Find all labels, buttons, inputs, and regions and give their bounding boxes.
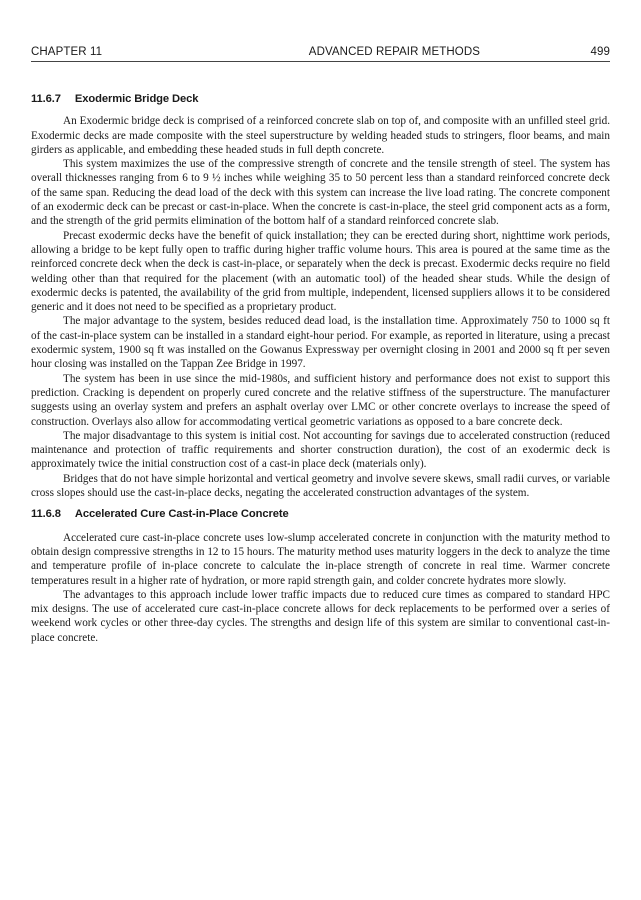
- paragraph: The system has been in use since the mid-1980s, and sufficient history and performance does not exist to support this prediction. Cracking is dependent on properly cured concrete and the relative stiffness of the superstructure. The manufacturer suggests using an overlay system and prefers an asphalt overlay over LMC or other concrete overlays to increase the speed of construction. Overlays also allow for accommodating vertical geometric variations as opposed to a bare concrete deck.: [31, 372, 610, 428]
- paragraph: Precast exodermic decks have the benefit of quick installation; they can be erected during short, nighttime work periods, allowing a bridge to be kept fully open to traffic during higher traffic volume hours. This area is poured at the same time as the reinforced concrete deck when the deck is cast-in-place, or separately when the deck is precast. Exodermic decks require no field welding other than that required for the placement (with an automatic tool) of the headed shear studs. While the design of exodermic decks is patented, the availability of the grid from multiple, independent, licensed suppliers allows it to be considered generic and it does not need to be specified as a proprietary product.: [31, 229, 610, 314]
- section-number: 11.6.7: [31, 93, 61, 105]
- section-heading-accelerated-cure: [31, 507, 610, 521]
- chapter-title: ADVANCED REPAIR METHODS: [308, 46, 480, 58]
- paragraph: Bridges that do not have simple horizontal and vertical geometry and involve severe skews, small radii curves, or variable cross slopes should use the cast-in-place decks, negating the accelerated construction advantages of the system.: [31, 472, 610, 500]
- paragraph: The major disadvantage to this system is initial cost. Not accounting for savings due to accelerated construction (reduced maintenance and protection of traffic requirements and shorter construction duration), the cost of an exodermic deck is approximately twice the initial construction cost of a cast-in place deck (materials only).: [31, 429, 610, 471]
- running-header: [31, 40, 610, 62]
- section-number: 11.6.8: [31, 508, 61, 521]
- chapter-label: CHAPTER 11: [31, 46, 103, 58]
- paragraph: The major advantage to the system, besides reduced dead load, is the installation time. Approximately 750 to 1000 sq ft of the cast-in-place system can be installed in a standard eight-hour period. For example, as reported in literature, using a precast exodermic system, 1900 sq ft was installed on the Gowanus Expressway per overnight closing in 2001 and 2000 sq ft per seven hour closing was installed on the Tappan Zee Bridge in 1997.: [31, 315, 610, 371]
- page-number: 499: [590, 46, 610, 58]
- paragraph: This system maximizes the use of the compressive strength of concrete and the tensile strength of steel. The system has overall thicknesses ranging from 6 to 9 ½ inches while weighing 35 to 50 percent less than a standard reinforced concrete deck of the same span. Reducing the dead load of the deck with this system can increase the live load rating. The concrete component of an exodermic deck can be precast or cast-in-place. When the concrete is cast-in-place, the steel grid component acts as a form, and the strength of the grid permits elimination of the bottom half of a standard reinforced concrete slab.: [31, 158, 610, 228]
- section-title: Accelerated Cure Cast-in-Place Concrete: [74, 508, 289, 521]
- page-body: [31, 92, 610, 645]
- paragraph: Accelerated cure cast-in-place concrete uses low-slump accelerated concrete in conjunction with the maturity method to obtain design compressive strengths in 12 to 15 hours. The maturity method uses maturity loggers in the deck to analyze the time and temperature profile of in-place concrete to calculate the in-place strength of concrete in real time. Warmer concrete temperatures result in a higher rate of hydration, or more rapid strength gain, and colder concrete hydrates more slowly.: [31, 531, 610, 587]
- paragraph: The advantages to this approach include lower traffic impacts due to reduced cure times as compared to standard HPC mix designs. The use of accelerated cure cast-in-place concrete allows for deck replacements to be performed over a series of weekend work cycles or other three-day cycles. The strengths and design life of this system are similar to conventional cast-in-place concrete.: [31, 588, 610, 644]
- paragraph: An Exodermic bridge deck is comprised of a reinforced concrete slab on top of, and composite with an unfilled steel grid. Exodermic decks are made composite with the steel superstructure by welding headed studs to stringers, floor beams, and main girders as applicable, and embedding these headed studs in full depth concrete.: [31, 115, 610, 156]
- section-title: Exodermic Bridge Deck: [74, 93, 199, 105]
- section-heading-exodermic: [31, 92, 610, 106]
